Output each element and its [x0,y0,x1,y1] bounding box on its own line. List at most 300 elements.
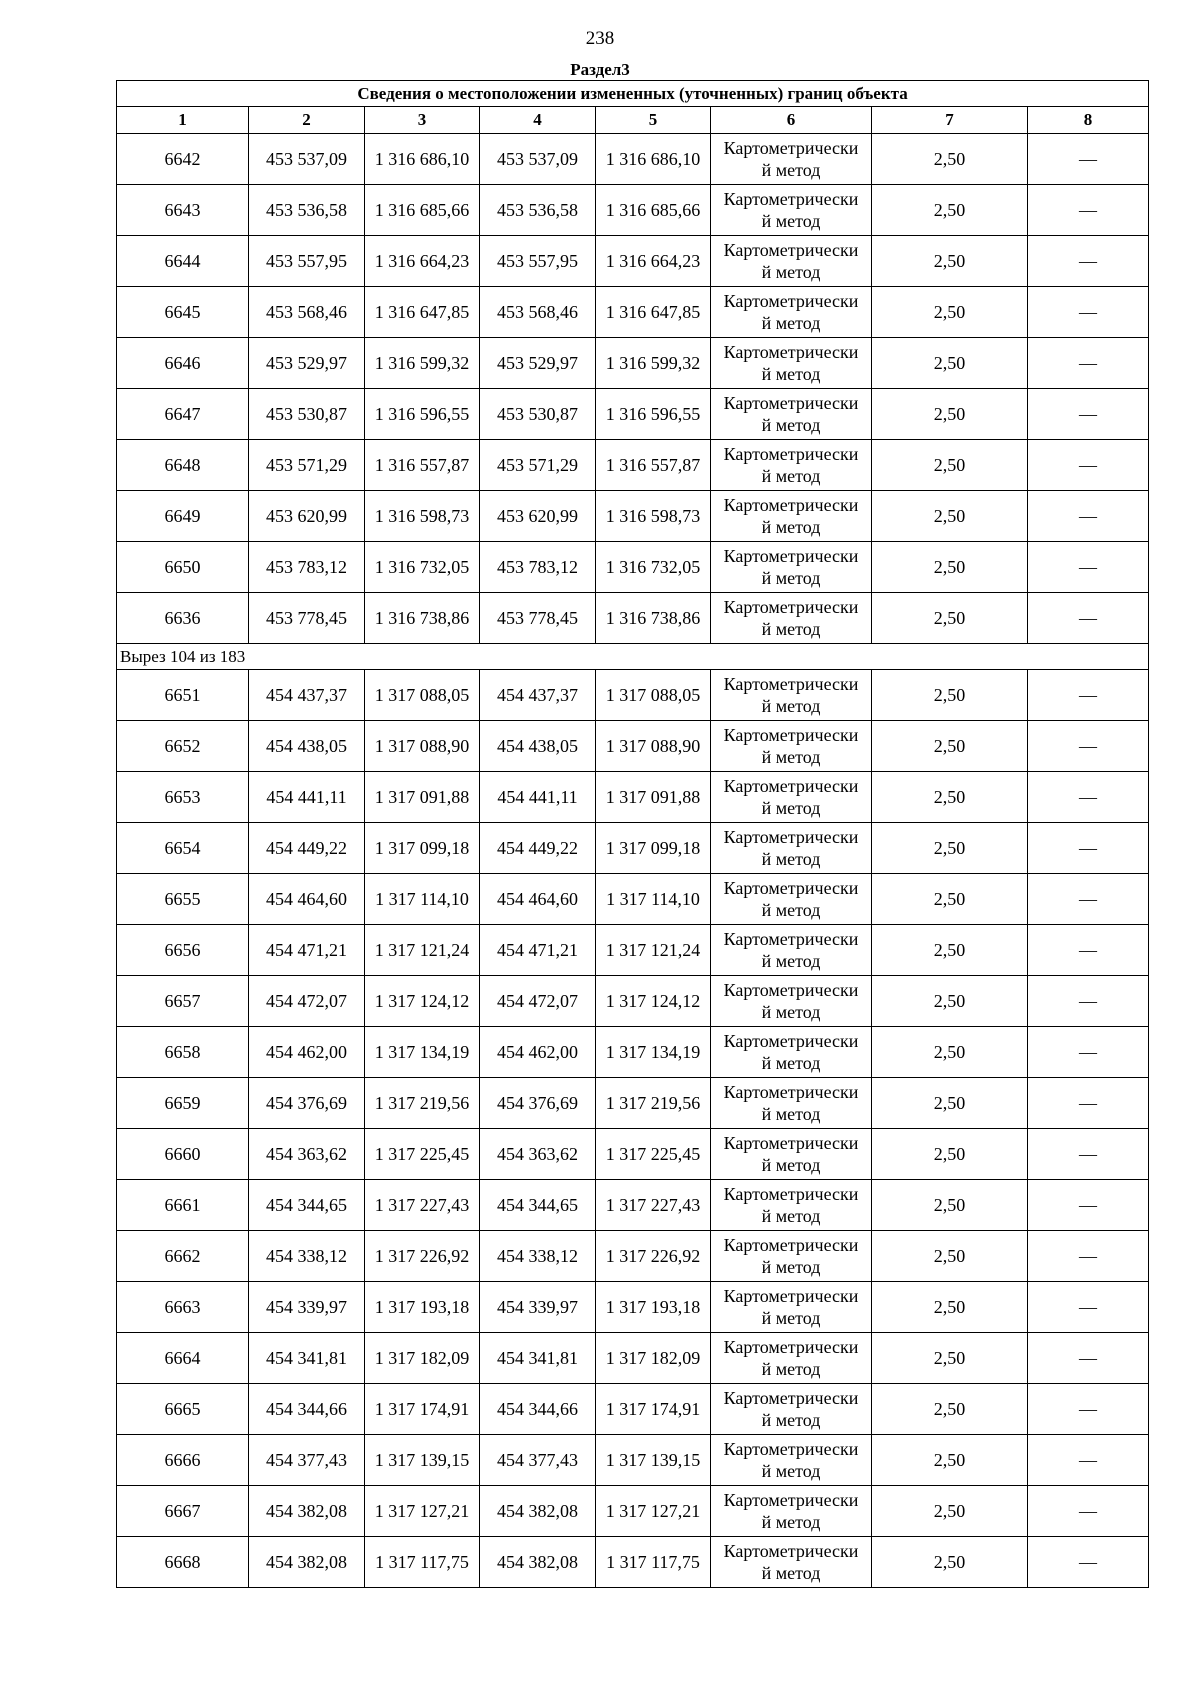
method-text: Картометрически [723,674,859,694]
y-new-cell: 1 316 686,10 [596,134,711,185]
accuracy-cell: 2,50 [872,1231,1028,1282]
method-text: й метод [761,313,821,333]
method-text: й метод [761,415,821,435]
x-new-cell: 454 341,81 [480,1333,596,1384]
table-row [117,185,1149,236]
y-existing-cell: 1 317 227,43 [365,1180,480,1231]
x-existing-cell: 453 537,09 [249,134,365,185]
method-cell [711,185,872,236]
y-existing-cell: 1 317 225,45 [365,1129,480,1180]
method-text: й метод [761,211,821,231]
method-cell [711,338,872,389]
note-cell: — [1028,1537,1149,1588]
method-text: й метод [761,1461,821,1481]
method-text: й метод [761,619,821,639]
column-header: 8 [1028,107,1149,134]
method-cell [711,1027,872,1078]
x-new-cell: 454 441,11 [480,772,596,823]
x-existing-cell: 454 344,66 [249,1384,365,1435]
x-new-cell: 454 376,69 [480,1078,596,1129]
point-number-cell: 6648 [117,440,249,491]
method-text: й метод [761,951,821,971]
y-new-cell: 1 317 227,43 [596,1180,711,1231]
y-new-cell: 1 317 117,75 [596,1537,711,1588]
point-number-cell: 6662 [117,1231,249,1282]
x-existing-cell: 454 344,65 [249,1180,365,1231]
y-existing-cell: 1 317 134,19 [365,1027,480,1078]
x-existing-cell: 453 783,12 [249,542,365,593]
method-text: Картометрически [723,342,859,362]
method-text: й метод [761,900,821,920]
method-cell [711,1333,872,1384]
point-number-cell: 6657 [117,976,249,1027]
table-row [117,593,1149,644]
x-existing-cell: 454 341,81 [249,1333,365,1384]
point-number-cell: 6660 [117,1129,249,1180]
table-caption: Сведения о местоположении измененных (уточненных) границ объекта [117,81,1149,107]
x-new-cell: 453 530,87 [480,389,596,440]
y-existing-cell: 1 317 117,75 [365,1537,480,1588]
method-cell [711,976,872,1027]
accuracy-cell: 2,50 [872,1078,1028,1129]
coordinates-table [116,80,1149,1588]
y-new-cell: 1 316 732,05 [596,542,711,593]
note-cell: — [1028,1435,1149,1486]
y-new-cell: 1 317 088,90 [596,721,711,772]
method-text: й метод [761,849,821,869]
accuracy-cell: 2,50 [872,1282,1028,1333]
point-number-cell: 6654 [117,823,249,874]
accuracy-cell: 2,50 [872,1129,1028,1180]
point-number-cell: 6646 [117,338,249,389]
table-row [117,338,1149,389]
note-cell: — [1028,976,1149,1027]
method-text: й метод [761,1002,821,1022]
method-text: Картометрически [723,929,859,949]
method-cell [711,593,872,644]
x-new-cell: 453 536,58 [480,185,596,236]
method-text: й метод [761,798,821,818]
accuracy-cell: 2,50 [872,1486,1028,1537]
y-new-cell: 1 317 174,91 [596,1384,711,1435]
x-new-cell: 453 778,45 [480,593,596,644]
y-new-cell: 1 317 091,88 [596,772,711,823]
method-text: Картометрически [723,1235,859,1255]
table-row [117,823,1149,874]
note-cell: — [1028,338,1149,389]
note-cell: — [1028,1078,1149,1129]
point-number-cell: 6658 [117,1027,249,1078]
method-cell [711,1180,872,1231]
x-new-cell: 454 464,60 [480,874,596,925]
method-text: й метод [761,364,821,384]
accuracy-cell: 2,50 [872,1384,1028,1435]
x-existing-cell: 454 377,43 [249,1435,365,1486]
x-existing-cell: 454 437,37 [249,670,365,721]
table-row [117,1129,1149,1180]
y-new-cell: 1 317 134,19 [596,1027,711,1078]
method-text: й метод [761,747,821,767]
y-new-cell: 1 316 647,85 [596,287,711,338]
method-cell [711,1537,872,1588]
method-cell [711,874,872,925]
y-new-cell: 1 317 088,05 [596,670,711,721]
x-existing-cell: 453 557,95 [249,236,365,287]
method-text: Картометрически [723,725,859,745]
y-existing-cell: 1 317 182,09 [365,1333,480,1384]
column-header: 3 [365,107,480,134]
y-new-cell: 1 317 226,92 [596,1231,711,1282]
table-row [117,1027,1149,1078]
table-row [117,440,1149,491]
table-row [117,542,1149,593]
x-new-cell: 453 568,46 [480,287,596,338]
method-text: Картометрически [723,189,859,209]
method-cell [711,1384,872,1435]
method-text: Картометрически [723,495,859,515]
table-row [117,1231,1149,1282]
column-header: 4 [480,107,596,134]
x-existing-cell: 454 382,08 [249,1486,365,1537]
y-existing-cell: 1 317 139,15 [365,1435,480,1486]
column-header: 5 [596,107,711,134]
note-cell: — [1028,874,1149,925]
note-cell: — [1028,1027,1149,1078]
method-cell [711,287,872,338]
point-number-cell: 6666 [117,1435,249,1486]
method-text: й метод [761,1563,821,1583]
y-new-cell: 1 317 099,18 [596,823,711,874]
y-new-cell: 1 317 225,45 [596,1129,711,1180]
method-text: Картометрически [723,1082,859,1102]
table-row [117,1486,1149,1537]
point-number-cell: 6650 [117,542,249,593]
y-new-cell: 1 316 738,86 [596,593,711,644]
accuracy-cell: 2,50 [872,670,1028,721]
method-cell [711,925,872,976]
x-new-cell: 454 344,65 [480,1180,596,1231]
y-existing-cell: 1 316 686,10 [365,134,480,185]
x-new-cell: 454 363,62 [480,1129,596,1180]
y-existing-cell: 1 316 599,32 [365,338,480,389]
method-cell [711,1282,872,1333]
y-existing-cell: 1 316 685,66 [365,185,480,236]
x-existing-cell: 453 778,45 [249,593,365,644]
y-existing-cell: 1 317 088,90 [365,721,480,772]
method-text: й метод [761,1104,821,1124]
y-existing-cell: 1 317 091,88 [365,772,480,823]
method-text: й метод [761,1512,821,1532]
x-new-cell: 453 529,97 [480,338,596,389]
x-existing-cell: 453 620,99 [249,491,365,542]
method-text: Картометрически [723,597,859,617]
method-text: Картометрически [723,393,859,413]
table-row [117,976,1149,1027]
note-cell: — [1028,440,1149,491]
x-new-cell: 454 382,08 [480,1486,596,1537]
x-existing-cell: 454 382,08 [249,1537,365,1588]
method-text: й метод [761,1206,821,1226]
accuracy-cell: 2,50 [872,1435,1028,1486]
point-number-cell: 6664 [117,1333,249,1384]
x-new-cell: 454 471,21 [480,925,596,976]
note-cell: — [1028,772,1149,823]
accuracy-cell: 2,50 [872,1180,1028,1231]
x-new-cell: 453 537,09 [480,134,596,185]
method-text: й метод [761,696,821,716]
method-text: Картометрически [723,1031,859,1051]
note-cell: — [1028,1129,1149,1180]
accuracy-cell: 2,50 [872,823,1028,874]
point-number-cell: 6647 [117,389,249,440]
table-row [117,1078,1149,1129]
note-cell: — [1028,823,1149,874]
accuracy-cell: 2,50 [872,721,1028,772]
x-existing-cell: 453 568,46 [249,287,365,338]
accuracy-cell: 2,50 [872,593,1028,644]
method-cell [711,542,872,593]
method-cell [711,721,872,772]
method-text: й метод [761,1308,821,1328]
point-number-cell: 6636 [117,593,249,644]
y-existing-cell: 1 317 226,92 [365,1231,480,1282]
note-cell: — [1028,1384,1149,1435]
method-text: й метод [761,160,821,180]
x-existing-cell: 454 449,22 [249,823,365,874]
method-text: Картометрически [723,1337,859,1357]
accuracy-cell: 2,50 [872,389,1028,440]
accuracy-cell: 2,50 [872,236,1028,287]
method-text: Картометрически [723,827,859,847]
column-header: 6 [711,107,872,134]
y-new-cell: 1 317 193,18 [596,1282,711,1333]
note-cell: — [1028,1486,1149,1537]
x-existing-cell: 453 530,87 [249,389,365,440]
point-number-cell: 6659 [117,1078,249,1129]
y-existing-cell: 1 317 088,05 [365,670,480,721]
note-cell: — [1028,1231,1149,1282]
x-existing-cell: 454 471,21 [249,925,365,976]
table-row [117,236,1149,287]
page-number: 238 [585,28,615,49]
x-new-cell: 454 338,12 [480,1231,596,1282]
method-text: Картометрически [723,776,859,796]
table-row [117,287,1149,338]
accuracy-cell: 2,50 [872,1537,1028,1588]
x-new-cell: 454 472,07 [480,976,596,1027]
point-number-cell: 6663 [117,1282,249,1333]
x-existing-cell: 454 438,05 [249,721,365,772]
column-header: 7 [872,107,1028,134]
point-number-cell: 6645 [117,287,249,338]
point-number-cell: 6655 [117,874,249,925]
column-header: 2 [249,107,365,134]
accuracy-cell: 2,50 [872,772,1028,823]
method-text: й метод [761,1155,821,1175]
x-new-cell: 454 462,00 [480,1027,596,1078]
group-label: Вырез 104 из 183 [117,644,1149,670]
note-cell: — [1028,185,1149,236]
method-text: й метод [761,1410,821,1430]
method-text: й метод [761,262,821,282]
note-cell: — [1028,236,1149,287]
method-text: й метод [761,466,821,486]
accuracy-cell: 2,50 [872,440,1028,491]
note-cell: — [1028,542,1149,593]
x-new-cell: 454 344,66 [480,1384,596,1435]
note-cell: — [1028,491,1149,542]
column-header: 1 [117,107,249,134]
note-cell: — [1028,721,1149,772]
y-existing-cell: 1 317 124,12 [365,976,480,1027]
point-number-cell: 6656 [117,925,249,976]
point-number-cell: 6643 [117,185,249,236]
y-existing-cell: 1 316 732,05 [365,542,480,593]
y-new-cell: 1 317 124,12 [596,976,711,1027]
method-text: Картометрически [723,1490,859,1510]
x-new-cell: 453 620,99 [480,491,596,542]
note-cell: — [1028,134,1149,185]
table-row [117,491,1149,542]
y-new-cell: 1 316 598,73 [596,491,711,542]
x-existing-cell: 454 376,69 [249,1078,365,1129]
y-existing-cell: 1 316 598,73 [365,491,480,542]
x-new-cell: 454 449,22 [480,823,596,874]
point-number-cell: 6651 [117,670,249,721]
method-text: й метод [761,517,821,537]
y-new-cell: 1 316 557,87 [596,440,711,491]
note-cell: — [1028,593,1149,644]
point-number-cell: 6644 [117,236,249,287]
y-new-cell: 1 317 139,15 [596,1435,711,1486]
point-number-cell: 6652 [117,721,249,772]
y-new-cell: 1 317 182,09 [596,1333,711,1384]
method-cell [711,1435,872,1486]
y-existing-cell: 1 316 738,86 [365,593,480,644]
y-new-cell: 1 317 114,10 [596,874,711,925]
y-existing-cell: 1 317 219,56 [365,1078,480,1129]
accuracy-cell: 2,50 [872,134,1028,185]
method-text: Картометрически [723,1388,859,1408]
x-existing-cell: 454 339,97 [249,1282,365,1333]
point-number-cell: 6642 [117,134,249,185]
accuracy-cell: 2,50 [872,287,1028,338]
y-existing-cell: 1 316 557,87 [365,440,480,491]
point-number-cell: 6667 [117,1486,249,1537]
group-label-row [117,644,1149,670]
y-new-cell: 1 316 599,32 [596,338,711,389]
x-new-cell: 453 783,12 [480,542,596,593]
x-new-cell: 454 382,08 [480,1537,596,1588]
note-cell: — [1028,1333,1149,1384]
method-text: й метод [761,1257,821,1277]
accuracy-cell: 2,50 [872,976,1028,1027]
accuracy-cell: 2,50 [872,542,1028,593]
note-cell: — [1028,389,1149,440]
section-title: Раздел3 [570,60,630,79]
x-existing-cell: 453 536,58 [249,185,365,236]
note-cell: — [1028,1282,1149,1333]
method-text: Картометрически [723,980,859,1000]
method-text: Картометрически [723,444,859,464]
accuracy-cell: 2,50 [872,338,1028,389]
y-new-cell: 1 317 127,21 [596,1486,711,1537]
method-text: й метод [761,1359,821,1379]
note-cell: — [1028,925,1149,976]
method-cell [711,1078,872,1129]
y-new-cell: 1 317 219,56 [596,1078,711,1129]
x-new-cell: 454 339,97 [480,1282,596,1333]
x-existing-cell: 454 464,60 [249,874,365,925]
y-existing-cell: 1 317 193,18 [365,1282,480,1333]
x-new-cell: 454 437,37 [480,670,596,721]
accuracy-cell: 2,50 [872,185,1028,236]
method-cell [711,772,872,823]
y-new-cell: 1 316 596,55 [596,389,711,440]
accuracy-cell: 2,50 [872,491,1028,542]
x-new-cell: 453 571,29 [480,440,596,491]
table-row [117,389,1149,440]
x-existing-cell: 453 571,29 [249,440,365,491]
y-existing-cell: 1 317 174,91 [365,1384,480,1435]
table-row [117,874,1149,925]
method-text: Картометрически [723,1184,859,1204]
table-row [117,772,1149,823]
method-text: Картометрически [723,291,859,311]
table-row [117,1282,1149,1333]
table-body [117,81,1149,1588]
method-cell [711,491,872,542]
method-text: й метод [761,568,821,588]
point-number-cell: 6665 [117,1384,249,1435]
method-cell [711,823,872,874]
y-new-cell: 1 317 121,24 [596,925,711,976]
x-existing-cell: 454 441,11 [249,772,365,823]
method-text: Картометрически [723,240,859,260]
x-existing-cell: 454 338,12 [249,1231,365,1282]
x-existing-cell: 454 462,00 [249,1027,365,1078]
method-text: Картометрически [723,138,859,158]
y-existing-cell: 1 317 114,10 [365,874,480,925]
y-existing-cell: 1 316 647,85 [365,287,480,338]
y-existing-cell: 1 316 596,55 [365,389,480,440]
table-row [117,925,1149,976]
x-existing-cell: 454 472,07 [249,976,365,1027]
method-cell [711,389,872,440]
method-cell [711,134,872,185]
table-row [117,1435,1149,1486]
method-cell [711,236,872,287]
y-new-cell: 1 316 685,66 [596,185,711,236]
method-text: Картометрически [723,1133,859,1153]
method-cell [711,1129,872,1180]
x-new-cell: 454 438,05 [480,721,596,772]
y-existing-cell: 1 316 664,23 [365,236,480,287]
x-new-cell: 453 557,95 [480,236,596,287]
table-row [117,1384,1149,1435]
table-row [117,134,1149,185]
note-cell: — [1028,670,1149,721]
method-cell [711,440,872,491]
note-cell: — [1028,287,1149,338]
method-text: Картометрически [723,878,859,898]
method-text: Картометрически [723,1439,859,1459]
method-text: Картометрически [723,1286,859,1306]
accuracy-cell: 2,50 [872,1027,1028,1078]
x-existing-cell: 453 529,97 [249,338,365,389]
table-caption-row [117,81,1149,107]
point-number-cell: 6649 [117,491,249,542]
